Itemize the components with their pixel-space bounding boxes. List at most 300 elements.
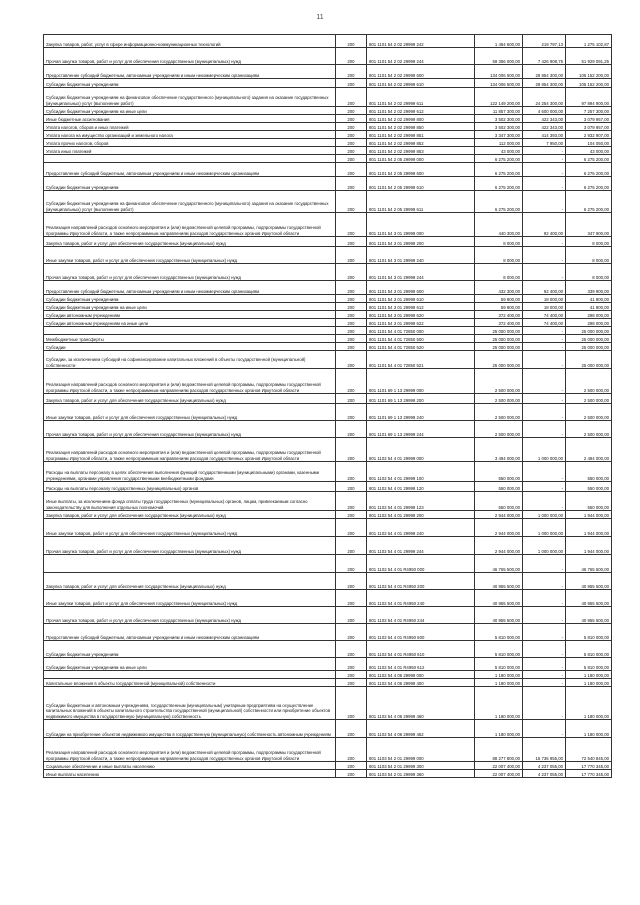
executed-amount-cell: 18 000,00	[523, 303, 566, 311]
unexecuted-amount-cell: 1 275 102,87	[566, 35, 612, 48]
line-code-cell: 200	[336, 607, 367, 624]
unexecuted-amount-cell: 41 800,00	[566, 303, 612, 311]
expense-name-cell: Предоставление субсидий бюджетным, автономным учреждениям и иным некоммерческим организациям	[44, 624, 336, 641]
line-code-cell: 200	[336, 369, 367, 394]
expense-name-cell: Субсидии бюджетным учреждениям на финансовое обеспечение государственного (муниципального) задания на оказание государственных (муниципальных) услуг (выполнение работ)	[44, 191, 336, 213]
expense-name-cell: Прочая закупка товаров, работ и услуг для обеспечения государственных (муниципальных) нужд	[44, 421, 336, 438]
executed-amount-cell: -	[523, 264, 566, 281]
budget-classification-code-cell: 801 1101 54 3 01 29999 612	[367, 303, 475, 311]
table-row	[44, 573, 612, 590]
approved-amount-cell: 112 000,00	[475, 139, 523, 147]
executed-amount-cell: -	[523, 607, 566, 624]
executed-amount-cell: -	[523, 555, 566, 573]
table-row	[44, 115, 612, 123]
table-row	[44, 537, 612, 555]
expense-name-cell: Иные бюджетные ассигнования	[44, 115, 336, 123]
executed-amount-cell: -	[523, 720, 566, 738]
executed-amount-cell: -	[523, 421, 566, 438]
approved-amount-cell: 1 180 000,00	[475, 671, 523, 679]
approved-amount-cell: 2 944 000,00	[475, 537, 523, 555]
unexecuted-amount-cell: 6 275 200,00	[566, 191, 612, 213]
line-code-cell: 200	[336, 237, 367, 247]
budget-classification-code-cell: 801 1101 54 2 05 29999 611	[367, 191, 475, 213]
unexecuted-amount-cell: 6 275 200,00	[566, 163, 612, 177]
executed-amount-cell: 4 600 000,00	[523, 107, 566, 115]
line-code-cell: 200	[336, 191, 367, 213]
line-code-cell: 200	[336, 264, 367, 281]
table-row	[44, 303, 612, 311]
table-row	[44, 658, 612, 671]
approved-amount-cell: 5 810 000,00	[475, 624, 523, 641]
budget-classification-code-cell: 801 1101 54 3 01 29999 000	[367, 213, 475, 237]
expense-name-cell: Прочая закупка товаров, работ и услуг для обеспечения государственных (муниципальных) нужд	[44, 607, 336, 624]
line-code-cell: 200	[336, 658, 367, 671]
expense-name-cell: Субсидии автономным учреждениям	[44, 311, 336, 319]
budget-classification-code-cell: 801 1101 54 3 01 29999 600	[367, 281, 475, 295]
executed-amount-cell: 1 000 000,00	[523, 511, 566, 519]
line-code-cell: 200	[336, 335, 367, 343]
line-code-cell: 200	[336, 247, 367, 264]
approved-amount-cell: 88 277 800,00	[475, 738, 523, 762]
table-row	[44, 327, 612, 335]
approved-amount-cell: 40 955 500,00	[475, 573, 523, 590]
unexecuted-amount-cell: 5 810 000,00	[566, 658, 612, 671]
budget-classification-code-cell: 801 1101 54 2 02 29999 610	[367, 79, 475, 88]
line-code-cell: 200	[336, 555, 367, 573]
table-row	[44, 35, 612, 48]
unexecuted-amount-cell: 2 500 000,00	[566, 404, 612, 421]
expense-name-cell: Прочая закупка товаров, работ и услуг для обеспечения государственных (муниципальных) нужд	[44, 264, 336, 281]
expense-name-cell: Прочая закупка товаров, работ и услуг для обеспечения государственных (муниципальных) нужд	[44, 537, 336, 555]
unexecuted-amount-cell: 1 180 000,00	[566, 687, 612, 720]
table-row	[44, 770, 612, 778]
line-code-cell: 200	[336, 482, 367, 492]
expense-name-cell: Иные закупки товаров, работ и услуг для обеспечения государственных (муниципальных) нужд	[44, 590, 336, 607]
executed-amount-cell: -	[523, 573, 566, 590]
budget-classification-code-cell: 801 1101 54 4 01 72850 521	[367, 351, 475, 369]
budget-classification-code-cell: 801 1102 54 4 06 29999 000	[367, 671, 475, 679]
approved-amount-cell: 25 000 000,00	[475, 327, 523, 335]
unexecuted-amount-cell: 43 000,00	[566, 147, 612, 155]
unexecuted-amount-cell: 550 000,00	[566, 462, 612, 482]
approved-amount-cell: 1 180 000,00	[475, 687, 523, 720]
executed-amount-cell: -	[523, 590, 566, 607]
expense-name-cell: Субсидии автономным учреждениям на иные цели	[44, 319, 336, 327]
budget-classification-code-cell: 801 1101 54 2 02 29999 611	[367, 88, 475, 107]
budget-classification-code-cell: 801 1102 54 4 01 29999 200	[367, 511, 475, 519]
executed-amount-cell: -	[523, 369, 566, 394]
expense-name-cell: Иные закупки товаров, работ и услуг для обеспечения государственных (муниципальных) нужд	[44, 519, 336, 537]
unexecuted-amount-cell: 1 180 000,00	[566, 720, 612, 738]
approved-amount-cell: 122 149 200,00	[475, 88, 523, 107]
expense-name-cell: Субсидии на приобретение объектов недвижимого имущества в государственную (муниципальную) собственность автономным учреждениям	[44, 720, 336, 738]
approved-amount-cell: 2 500 000,00	[475, 404, 523, 421]
approved-amount-cell: 25 000 000,00	[475, 335, 523, 343]
approved-amount-cell: 3 502 300,00	[475, 123, 523, 131]
unexecuted-amount-cell: 17 770 345,00	[566, 770, 612, 778]
table-row	[44, 369, 612, 394]
table-row	[44, 295, 612, 303]
approved-amount-cell: 3 502 300,00	[475, 115, 523, 123]
line-code-cell: 200	[336, 139, 367, 147]
budget-execution-table	[43, 34, 612, 778]
unexecuted-amount-cell: 40 955 500,00	[566, 590, 612, 607]
executed-amount-cell: -	[523, 671, 566, 679]
table-row	[44, 641, 612, 658]
approved-amount-cell: 59 356 000,00	[475, 48, 523, 65]
executed-amount-cell: 74 400,00	[523, 319, 566, 327]
expense-name-cell: Уплата налогов, сборов и иных платежей	[44, 123, 336, 131]
budget-classification-code-cell: 801 1101 69 1 13 29999 240	[367, 404, 475, 421]
expense-name-cell: Субсидии бюджетным учреждениям на финансовое обеспечение государственного (муниципального) задания на оказание государственных (муниципальных) услуг (выполнение работ)	[44, 88, 336, 107]
line-code-cell: 200	[336, 770, 367, 778]
line-code-cell: 200	[336, 462, 367, 482]
unexecuted-amount-cell: 2 494 000,00	[566, 438, 612, 462]
executed-amount-cell: -	[523, 404, 566, 421]
executed-amount-cell: -	[523, 155, 566, 163]
budget-classification-code-cell: 801 1103 54 2 01 29999 300	[367, 762, 475, 770]
expense-name-cell: Иные выплаты населению	[44, 770, 336, 778]
line-code-cell: 200	[336, 404, 367, 421]
line-code-cell: 200	[336, 738, 367, 762]
expense-name-cell: Предоставление субсидий бюджетным, автономным учреждениям и иным некоммерческим организациям	[44, 281, 336, 295]
budget-classification-code-cell: 801 1102 54 4 01 R4950 612	[367, 658, 475, 671]
line-code-cell: 200	[336, 311, 367, 319]
expense-name-cell: Реализация направлений расходов основного мероприятия и (или) ведомственной целевой программы, подпрограммы государственной программы Иркутской области, а также непрограммным направлениям расходов государственных органов Иркутской области	[44, 213, 336, 237]
executed-amount-cell: -	[523, 492, 566, 511]
expense-name-cell: Закупка товаров, работ и услуг для обеспечения государственных (муниципальных) нужд	[44, 237, 336, 247]
budget-classification-code-cell: 801 1102 54 4 01 R4950 600	[367, 624, 475, 641]
budget-classification-code-cell: 801 1101 54 3 01 29999 200	[367, 237, 475, 247]
approved-amount-cell: 59 800,00	[475, 303, 523, 311]
expense-name-cell	[44, 155, 336, 163]
budget-classification-code-cell: 801 1102 54 4 01 29999 123	[367, 492, 475, 511]
executed-amount-cell: -	[523, 147, 566, 155]
table-row	[44, 351, 612, 369]
line-code-cell: 200	[336, 88, 367, 107]
approved-amount-cell: 5 810 000,00	[475, 641, 523, 658]
executed-amount-cell: -	[523, 343, 566, 351]
table-row	[44, 590, 612, 607]
executed-amount-cell: 28 854 300,00	[523, 65, 566, 79]
expense-name-cell: Субсидии бюджетным и автономным учреждениям, государственным (муниципальным) унитарным предприятиям на осуществление капитальных вложений в объекты капитального строительства государственной (муниципальной) собственности или приобретение объектов недвижимого имущества в государственную (муниципальную) собственность	[44, 687, 336, 720]
unexecuted-amount-cell: 1 180 000,00	[566, 671, 612, 679]
unexecuted-amount-cell: 8 000,00	[566, 247, 612, 264]
table-row	[44, 88, 612, 107]
approved-amount-cell: 134 006 500,00	[475, 79, 523, 88]
expense-name-cell: Прочая закупка товаров, работ и услуг для обеспечения государственных (муниципальных) нужд	[44, 48, 336, 65]
budget-classification-code-cell: 801 1101 54 4 01 72850 500	[367, 335, 475, 343]
table-row	[44, 335, 612, 343]
table-row	[44, 177, 612, 191]
table-row	[44, 421, 612, 438]
budget-classification-code-cell: 801 1101 54 2 02 29999 853	[367, 147, 475, 155]
executed-amount-cell: -	[523, 191, 566, 213]
unexecuted-amount-cell: 339 900,00	[566, 281, 612, 295]
line-code-cell: 200	[336, 123, 367, 131]
expense-name-cell: Иные закупки товаров, работ и услуг для обеспечения государственных (муниципальных) нужд	[44, 247, 336, 264]
line-code-cell: 200	[336, 281, 367, 295]
line-code-cell: 200	[336, 511, 367, 519]
expense-name-cell: Уплата налога на имущество организаций и земельного налога	[44, 131, 336, 139]
budget-classification-code-cell: 801 1101 54 3 01 29999 244	[367, 264, 475, 281]
unexecuted-amount-cell: 25 000 000,00	[566, 335, 612, 343]
table-row	[44, 555, 612, 573]
executed-amount-cell: 1 000 000,00	[523, 519, 566, 537]
budget-classification-code-cell: 801 1101 54 2 02 29999 850	[367, 123, 475, 131]
budget-classification-code-cell: 801 1102 54 4 01 29999 240	[367, 519, 475, 537]
unexecuted-amount-cell: 17 770 345,00	[566, 762, 612, 770]
expense-name-cell: Субсидии бюджетным учреждениям на иные цели	[44, 107, 336, 115]
unexecuted-amount-cell: 5 810 000,00	[566, 624, 612, 641]
table-row	[44, 107, 612, 115]
approved-amount-cell: 40 955 500,00	[475, 607, 523, 624]
table-row	[44, 155, 612, 163]
unexecuted-amount-cell: 105 152 200,00	[566, 79, 612, 88]
unexecuted-amount-cell: 5 810 000,00	[566, 641, 612, 658]
table-row	[44, 163, 612, 177]
line-code-cell: 200	[336, 679, 367, 687]
unexecuted-amount-cell: 1 944 000,00	[566, 511, 612, 519]
budget-classification-code-cell: 801 1101 54 3 01 29999 240	[367, 247, 475, 264]
budget-classification-code-cell: 801 1101 54 4 01 72850 520	[367, 343, 475, 351]
line-code-cell: 200	[336, 343, 367, 351]
expense-name-cell: Субсидии бюджетным учреждениям	[44, 177, 336, 191]
approved-amount-cell: 134 006 500,00	[475, 65, 523, 79]
executed-amount-cell: -	[523, 482, 566, 492]
line-code-cell: 200	[336, 177, 367, 191]
expense-name-cell: Расходы на выплаты персоналу государственных (муниципальных) органов	[44, 482, 336, 492]
budget-classification-code-cell: 801 1102 54 4 06 29999 400	[367, 679, 475, 687]
executed-amount-cell: 422 343,00	[523, 123, 566, 131]
budget-classification-code-cell: 801 1101 69 1 13 29999 200	[367, 394, 475, 404]
budget-classification-code-cell: 801 1101 54 2 02 29999 800	[367, 115, 475, 123]
approved-amount-cell: 1 180 000,00	[475, 679, 523, 687]
budget-classification-code-cell: 801 1102 54 4 01 29999 120	[367, 482, 475, 492]
budget-classification-code-cell: 801 1103 54 2 01 29999 000	[367, 738, 475, 762]
budget-classification-code-cell: 801 1101 54 3 01 29999 610	[367, 295, 475, 303]
line-code-cell: 200	[336, 519, 367, 537]
executed-amount-cell: 92 400,00	[523, 281, 566, 295]
approved-amount-cell: 372 400,00	[475, 311, 523, 319]
executed-amount-cell: -	[523, 624, 566, 641]
executed-amount-cell: 4 237 055,00	[523, 770, 566, 778]
executed-amount-cell: 15 736 955,00	[523, 738, 566, 762]
unexecuted-amount-cell: 41 800,00	[566, 295, 612, 303]
budget-classification-code-cell: 801 1101 54 4 01 72850 000	[367, 327, 475, 335]
line-code-cell: 200	[336, 65, 367, 79]
expense-name-cell: Капитальные вложения в объекты государственной (муниципальной) собственности	[44, 679, 336, 687]
executed-amount-cell: -	[523, 394, 566, 404]
approved-amount-cell: 22 007 400,00	[475, 762, 523, 770]
approved-amount-cell: 550 000,00	[475, 482, 523, 492]
expense-name-cell	[44, 671, 336, 679]
executed-amount-cell: 28 854 300,00	[523, 79, 566, 88]
executed-amount-cell: 414 393,00	[523, 131, 566, 139]
approved-amount-cell: 432 300,00	[475, 281, 523, 295]
executed-amount-cell: 7 950,00	[523, 139, 566, 147]
approved-amount-cell: 1 180 000,00	[475, 720, 523, 738]
approved-amount-cell: 25 000 000,00	[475, 343, 523, 351]
table-row	[44, 492, 612, 511]
expense-name-cell: Социальное обеспечение и иные выплаты населению	[44, 762, 336, 770]
table-row	[44, 65, 612, 79]
table-row	[44, 319, 612, 327]
approved-amount-cell: 8 000,00	[475, 264, 523, 281]
line-code-cell: 200	[336, 213, 367, 237]
budget-classification-code-cell: 801 1102 54 4 06 29999 462	[367, 720, 475, 738]
expense-name-cell: Реализация направлений расходов основного мероприятия и (или) ведомственной целевой программы, подпрограммы государственной программы Иркутской области, а также непрограммным направлениям расходов государственных органов Иркутской области	[44, 738, 336, 762]
budget-classification-code-cell: 801 1102 54 4 01 29999 244	[367, 537, 475, 555]
approved-amount-cell: 22 007 400,00	[475, 770, 523, 778]
executed-amount-cell: -	[523, 679, 566, 687]
expense-name-cell	[44, 327, 336, 335]
expense-name-cell: Уплата иных платежей	[44, 147, 336, 155]
executed-amount-cell: 422 343,00	[523, 115, 566, 123]
budget-classification-code-cell: 801 1101 69 1 13 29999 244	[367, 421, 475, 438]
budget-classification-code-cell: 801 1102 54 4 01 R4950 240	[367, 590, 475, 607]
executed-amount-cell: 92 400,00	[523, 213, 566, 237]
unexecuted-amount-cell: 2 500 000,00	[566, 421, 612, 438]
table-row	[44, 438, 612, 462]
unexecuted-amount-cell: 2 500 000,00	[566, 394, 612, 404]
budget-classification-code-cell: 801 1101 54 2 02 29999 851	[367, 131, 475, 139]
expense-name-cell: Уплата прочих налогов, сборов	[44, 139, 336, 147]
executed-amount-cell: -	[523, 237, 566, 247]
unexecuted-amount-cell: 1 944 000,00	[566, 537, 612, 555]
table-row	[44, 394, 612, 404]
unexecuted-amount-cell: 3 079 957,00	[566, 123, 612, 131]
executed-amount-cell: 18 000,00	[523, 295, 566, 303]
approved-amount-cell: 3 494 000,00	[475, 438, 523, 462]
table-row	[44, 482, 612, 492]
line-code-cell: 200	[336, 327, 367, 335]
table-row	[44, 247, 612, 264]
executed-amount-cell: -	[523, 641, 566, 658]
table-row	[44, 519, 612, 537]
executed-amount-cell: -	[523, 177, 566, 191]
approved-amount-cell: 6 275 200,00	[475, 177, 523, 191]
budget-classification-code-cell: 801 1102 54 4 06 29999 460	[367, 687, 475, 720]
budget-classification-code-cell: 801 1101 54 2 02 29999 244	[367, 48, 475, 65]
expense-name-cell: Реализация направлений расходов основного мероприятия и (или) ведомственной целевой программы, подпрограммы государственной программы Иркутской области, а также непрограммным направлениям расходов государственных органов Иркутской области	[44, 438, 336, 462]
line-code-cell: 200	[336, 295, 367, 303]
budget-classification-code-cell: 801 1101 54 2 02 29999 600	[367, 65, 475, 79]
budget-classification-code-cell: 801 1102 54 4 01 R4950 000	[367, 555, 475, 573]
budget-classification-code-cell: 801 1102 54 4 01 R4950 244	[367, 607, 475, 624]
page-number: 11	[316, 14, 324, 21]
unexecuted-amount-cell: 40 955 500,00	[566, 573, 612, 590]
unexecuted-amount-cell: 6 275 200,00	[566, 177, 612, 191]
expense-name-cell: Закупка товаров, работ, услуг в сфере информационно-коммуникационных технологий	[44, 35, 336, 48]
line-code-cell: 200	[336, 163, 367, 177]
table-row	[44, 762, 612, 770]
budget-classification-code-cell: 801 1103 54 2 01 29999 360	[367, 770, 475, 778]
expense-name-cell: Иные выплаты, за исключением фонда оплаты труда государственных (муниципальных) органов, лицам, привлекаемым согласно законодательству для выполнения отдельных полномочий	[44, 492, 336, 511]
expense-name-cell: Предоставление субсидий бюджетным, автономным учреждениям и иным некоммерческим организациям	[44, 65, 336, 79]
line-code-cell: 200	[336, 107, 367, 115]
line-code-cell: 200	[336, 131, 367, 139]
approved-amount-cell: 2 500 000,00	[475, 421, 523, 438]
unexecuted-amount-cell: 25 000 000,00	[566, 343, 612, 351]
table-row	[44, 720, 612, 738]
approved-amount-cell: 6 275 200,00	[475, 191, 523, 213]
table-row	[44, 264, 612, 281]
approved-amount-cell: 550 000,00	[475, 492, 523, 511]
unexecuted-amount-cell: 1 180 000,00	[566, 679, 612, 687]
expense-name-cell: Предоставление субсидий бюджетным, автономным учреждениям и иным некоммерческим организациям	[44, 163, 336, 177]
table-row	[44, 311, 612, 319]
table-row	[44, 671, 612, 679]
table-row	[44, 511, 612, 519]
expense-name-cell: Субсидии бюджетным учреждениям	[44, 79, 336, 88]
unexecuted-amount-cell: 1 944 000,00	[566, 519, 612, 537]
approved-amount-cell: 2 500 000,00	[475, 394, 523, 404]
unexecuted-amount-cell: 298 000,00	[566, 319, 612, 327]
unexecuted-amount-cell: 72 540 845,00	[566, 738, 612, 762]
expense-name-cell: Реализация направлений расходов основного мероприятия и (или) ведомственной целевой программы, подпрограммы государственной программы Иркутской области, а также непрограммным направлениям расходов государственных органов Иркутской области	[44, 369, 336, 394]
executed-amount-cell: -	[523, 351, 566, 369]
table-row	[44, 123, 612, 131]
table-row	[44, 48, 612, 65]
unexecuted-amount-cell: 104 050,00	[566, 139, 612, 147]
table-row	[44, 139, 612, 147]
expense-name-cell: Иные закупки товаров, работ и услуг для обеспечения государственных (муниципальных) нужд	[44, 404, 336, 421]
executed-amount-cell: 1 000 000,00	[523, 438, 566, 462]
approved-amount-cell: 372 400,00	[475, 319, 523, 327]
line-code-cell: 200	[336, 303, 367, 311]
executed-amount-cell: 1 000 000,00	[523, 537, 566, 555]
unexecuted-amount-cell: 550 000,00	[566, 492, 612, 511]
approved-amount-cell: 6 275 200,00	[475, 155, 523, 163]
line-code-cell: 200	[336, 624, 367, 641]
budget-classification-code-cell: 801 1101 54 2 02 29999 612	[367, 107, 475, 115]
expense-name-cell: Субсидии, за исключением субсидий на софинансирование капитальных вложений в объекты государственной (муниципальной) собственности	[44, 351, 336, 369]
unexecuted-amount-cell: 2 500 000,00	[566, 369, 612, 394]
line-code-cell: 200	[336, 351, 367, 369]
executed-amount-cell: -	[523, 462, 566, 482]
line-code-cell: 200	[336, 147, 367, 155]
table-row	[44, 191, 612, 213]
line-code-cell: 200	[336, 115, 367, 123]
line-code-cell: 200	[336, 590, 367, 607]
executed-amount-cell: -	[523, 658, 566, 671]
unexecuted-amount-cell: 25 000 000,00	[566, 351, 612, 369]
approved-amount-cell: 8 000,00	[475, 247, 523, 264]
approved-amount-cell: 1 494 600,00	[475, 35, 523, 48]
table-row	[44, 607, 612, 624]
approved-amount-cell: 8 000,00	[475, 237, 523, 247]
approved-amount-cell: 5 810 000,00	[475, 658, 523, 671]
expense-name-cell	[44, 555, 336, 573]
table-row	[44, 213, 612, 237]
expense-name-cell: Закупка товаров, работ и услуг для обеспечения государственных (муниципальных) нужд	[44, 573, 336, 590]
executed-amount-cell: 219 797,13	[523, 35, 566, 48]
line-code-cell: 200	[336, 35, 367, 48]
table-row	[44, 79, 612, 88]
expense-name-cell: Закупка товаров, работ и услуг для обеспечения государственных (муниципальных) нужд	[44, 511, 336, 519]
unexecuted-amount-cell: 2 932 907,00	[566, 131, 612, 139]
table-row	[44, 679, 612, 687]
line-code-cell: 200	[336, 687, 367, 720]
expense-name-cell: Закупка товаров, работ и услуг для обеспечения государственных (муниципальных) нужд	[44, 394, 336, 404]
approved-amount-cell: 11 857 300,00	[475, 107, 523, 115]
executed-amount-cell: -	[523, 327, 566, 335]
table-row	[44, 624, 612, 641]
line-code-cell: 200	[336, 438, 367, 462]
unexecuted-amount-cell: 550 000,00	[566, 482, 612, 492]
budget-classification-code-cell: 801 1101 54 2 05 29999 610	[367, 177, 475, 191]
